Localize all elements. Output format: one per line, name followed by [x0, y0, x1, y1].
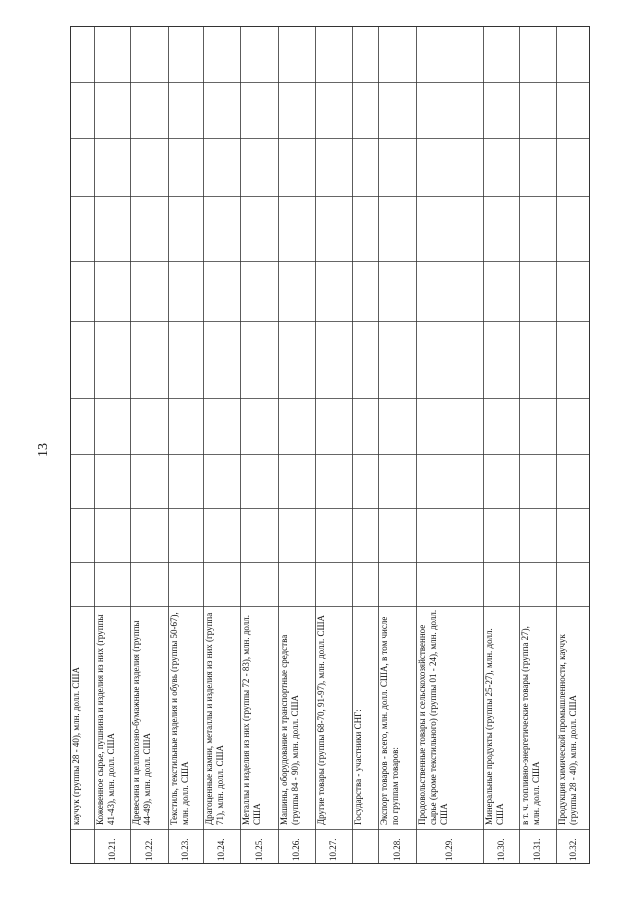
row-number: 10.28.: [391, 838, 402, 861]
row-number: 10.21.: [106, 838, 117, 861]
row-number: 10.24.: [216, 838, 226, 861]
row-number: 10.29.: [444, 838, 454, 861]
row-number: 10.26.: [291, 838, 301, 861]
row-number: 10.25.: [253, 838, 264, 861]
row-number: 10.22.: [143, 838, 154, 861]
row-number: 10.31.: [532, 838, 542, 861]
row-description: в т. ч. топливно-энергетические товары (группа 27), млн. долл. США: [520, 626, 541, 825]
row-description: Минеральные продукты (группы 25-27), млн. долл. США: [484, 628, 505, 825]
row-description: Другие товары (группы 68-70, 91-97), млн. долл. США: [316, 614, 326, 825]
row-number: [352, 829, 378, 864]
row-description: Кожевенное сырье, пушнина и изделия из них (группы 41-43), млн. долл. США: [95, 614, 116, 825]
page-number: 13: [36, 443, 51, 457]
row-number: [70, 829, 94, 864]
row-description: Продукция химической промышленности, каучук (группы 28 - 40), млн. долл. США: [557, 634, 578, 825]
row-number: 10.30.: [495, 838, 506, 861]
row-description: каучук (группы 28 - 40), млн. долл. США: [71, 667, 81, 825]
row-description: Древесина и целлюлозно-бумажные изделия (группы 44-49), млн. долл. США: [131, 620, 152, 825]
row-description: Государства - участники СНГ:: [353, 709, 363, 825]
row-description: Экспорт товаров - всего, млн. долл. США, в том числе по группам товаров:: [379, 616, 400, 825]
row-number: 10.32.: [567, 838, 578, 861]
row-number: 10.27.: [328, 838, 338, 861]
row-number: 10.23.: [180, 838, 190, 861]
indicator-table: [70, 26, 590, 864]
row-description: Драгоценные камни, металлы и изделия из них (группа 71), млн. долл. США: [204, 612, 225, 825]
row-description: Текстиль, текстильные изделия и обувь (группы 50-67), млн. долл. США: [169, 612, 190, 825]
row-description: Продовольственные товары и сельскохозяйственное сырье (кроме текстильного) (группы 01 - 24), млн. долл. США: [417, 609, 449, 825]
row-description: Металлы и изделия из них (группы 72 - 83), млн. долл. США: [241, 614, 262, 825]
row-description: Машины, оборудование и транспортные средства (группы 84 - 90), млн. долл. США: [279, 634, 300, 825]
